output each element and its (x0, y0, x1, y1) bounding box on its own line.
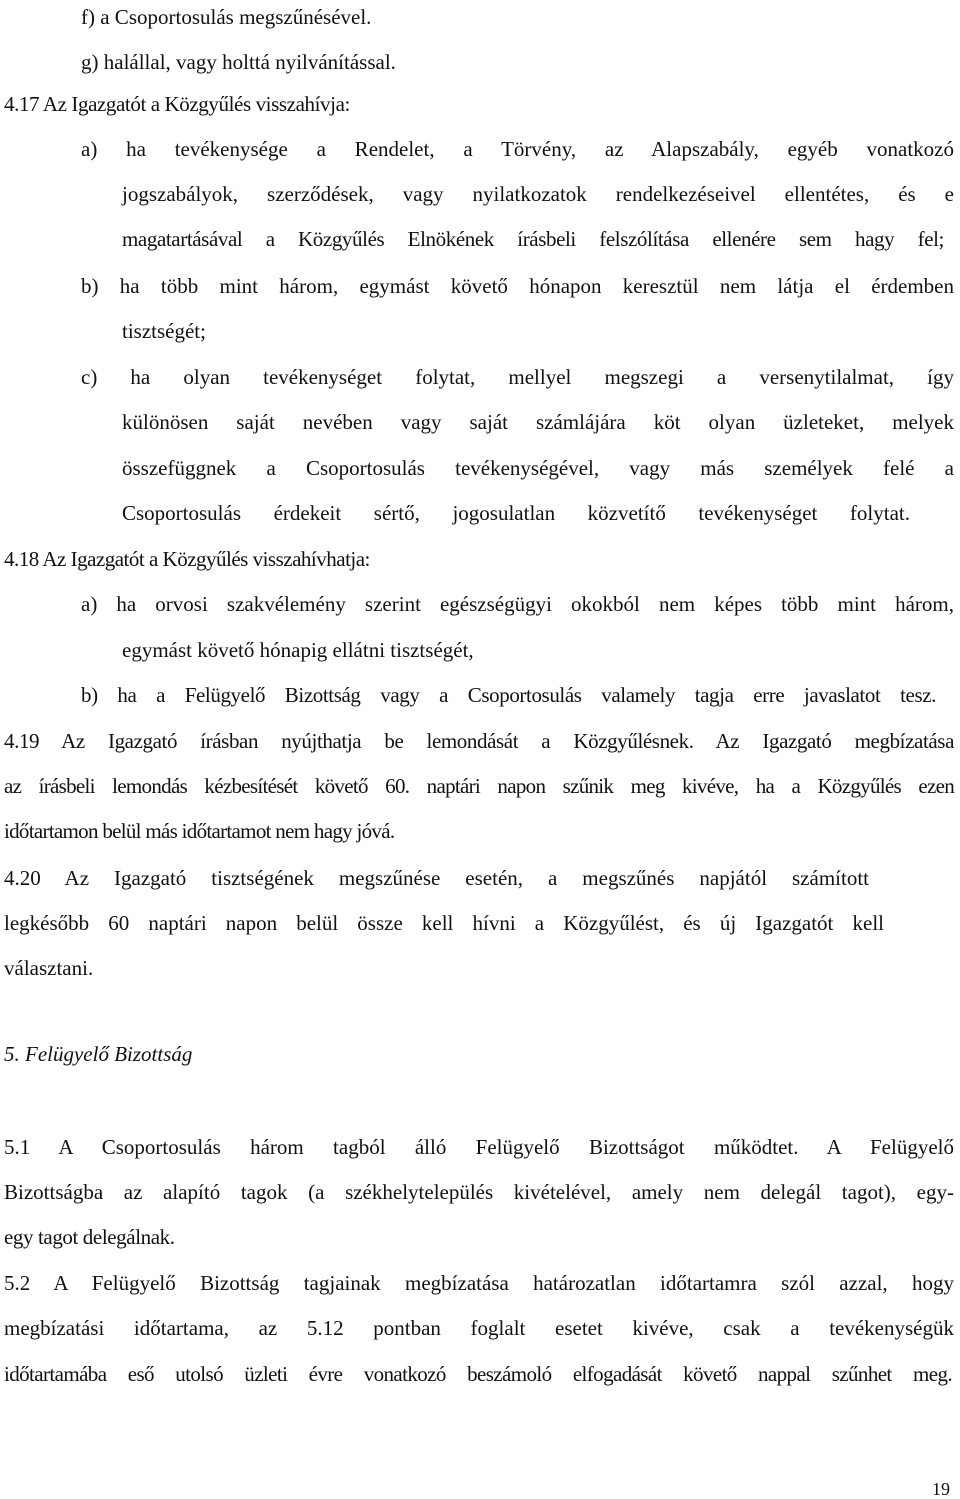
section-4-19-line-3: időtartamon belül más időtartamot nem hagy jóvá. (4, 819, 395, 843)
section-4-17-heading: 4.17 Az Igazgatót a Közgyűlés visszahívja: (4, 92, 350, 116)
page-number: 19 (932, 1479, 950, 1499)
section-4-19-line-1: 4.19 Az Igazgató írásban nyújthatja be lemondását a Közgyűlésnek. Az Igazgató megbízatása (4, 729, 954, 753)
item-4-18-a-line-2: egymást követő hónapig ellátni tisztségét, (122, 638, 474, 662)
section-5-2-line-1: 5.2 A Felügyelő Bizottság tagjainak megbízatása határozatlan időtartamra szól azzal, hogy (4, 1271, 954, 1295)
item-4-18-a-line-1: a) ha orvosi szakvélemény szerint egészségügyi okokból nem képes több mint három, (81, 592, 954, 616)
item-a-line-2: jogszabályok, szerződések, vagy nyilatkozatok rendelkezéseivel ellentétes, és e (122, 182, 954, 206)
list-item-g: g) halállal, vagy holttá nyilvánítással. (81, 50, 396, 74)
list-item-f: f) a Csoportosulás megszűnésével. (81, 5, 372, 29)
item-c-line-1: c) ha olyan tevékenységet folytat, mellyel megszegi a versenytilalmat, így (81, 365, 954, 389)
section-5-2-line-3: időtartamába eső utolsó üzleti évre vonatkozó beszámoló elfogadását követő nappal szűnhet meg. (4, 1362, 952, 1386)
item-c-line-4: Csoportosulás érdekeit sértő, jogosulatlan közvetítő tevékenységet folytat. (122, 501, 910, 525)
item-a-line-3: magatartásával a Közgyűlés Elnökének írásbeli felszólítása ellenére sem hagy fel; (122, 227, 944, 251)
section-5-2-line-2: megbízatási időtartama, az 5.12 pontban foglalt esetet kivéve, csak a tevékenységük (4, 1316, 954, 1340)
item-b-line-2: tisztségét; (122, 319, 206, 343)
section-5-1-line-3: egy tagot delegálnak. (4, 1225, 175, 1249)
item-c-line-2: különösen saját nevében vagy saját számlájára köt olyan üzleteket, melyek (122, 410, 954, 434)
item-c-line-3: összefüggnek a Csoportosulás tevékenységével, vagy más személyek felé a (122, 456, 954, 480)
section-5-heading: 5. Felügyelő Bizottság (4, 1042, 193, 1066)
item-b-line-1: b) ha több mint három, egymást követő hónapon keresztül nem látja el érdemben (81, 274, 954, 298)
section-4-20-line-1: 4.20 Az Igazgató tisztségének megszűnése esetén, a megszűnés napjától számított (4, 866, 869, 890)
item-a-line-1: a) ha tevékenysége a Rendelet, a Törvény, az Alapszabály, egyéb vonatkozó (81, 137, 954, 161)
section-4-18-heading: 4.18 Az Igazgatót a Közgyűlés visszahívhatja: (4, 547, 370, 571)
item-4-18-b: b) ha a Felügyelő Bizottság vagy a Csoportosulás valamely tagja erre javaslatot tesz. (81, 683, 936, 707)
section-4-20-line-3: választani. (4, 956, 94, 980)
section-4-19-line-2: az írásbeli lemondás kézbesítését követő 60. naptári napon szűnik meg kivéve, ha a Közgyűlés ezen (4, 774, 954, 798)
section-5-1-line-2: Bizottságba az alapító tagok (a székhelytelepülés kivételével, amely nem delegál tagot), egy- (4, 1180, 954, 1204)
section-5-1-line-1: 5.1 A Csoportosulás három tagból álló Felügyelő Bizottságot működtet. A Felügyelő (4, 1135, 954, 1159)
section-4-20-line-2: legkésőbb 60 naptári napon belül össze kell hívni a Közgyűlést, és új Igazgatót kell (4, 911, 884, 935)
